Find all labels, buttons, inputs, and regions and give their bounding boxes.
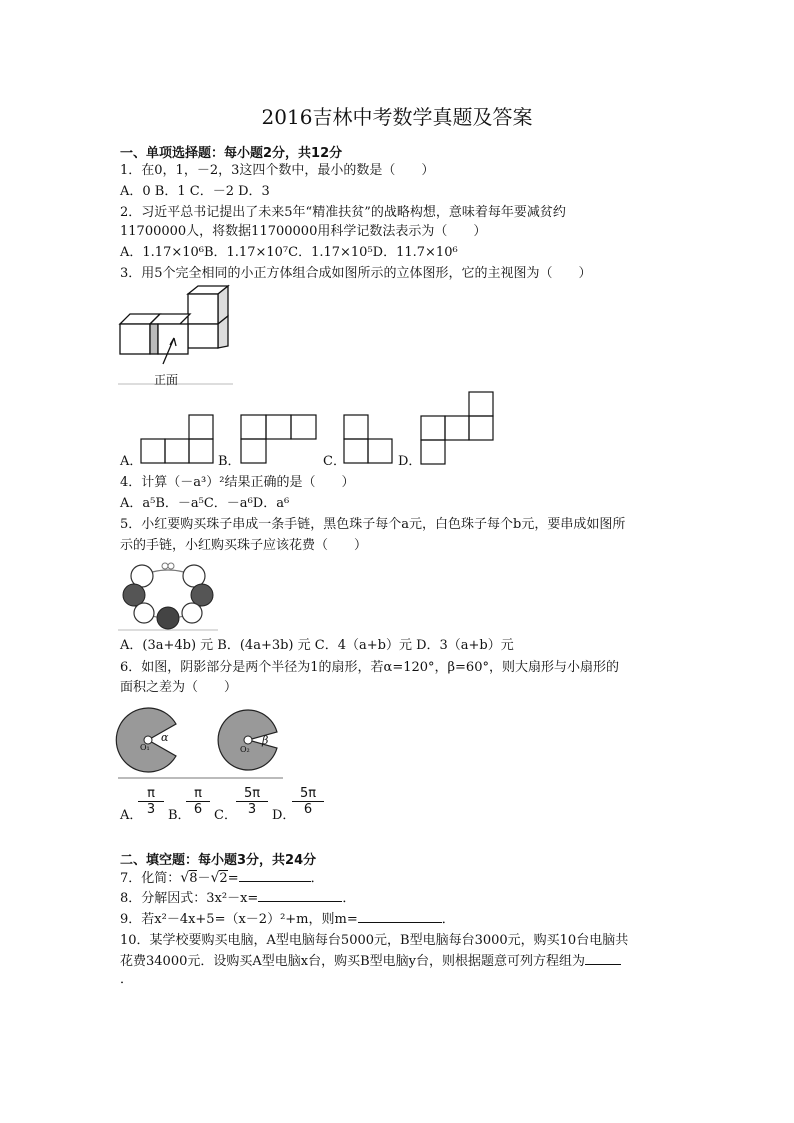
q6-option-b-label: B． [168, 808, 191, 823]
question-2-stem-line1: 2．习近平总书记提出了未来5年“精准扶贫”的战略构想，意味着每年要减贫约 [120, 205, 566, 220]
fraction-numerator: π [186, 786, 210, 802]
question-8 [120, 891, 355, 907]
question-9-text: 9．若x²－4x+5=（x－2）²+m，则m= [120, 912, 358, 927]
minus-sign: － [197, 871, 211, 886]
fraction-denominator: 6 [193, 802, 203, 817]
question-10-end: ． [120, 972, 134, 987]
question-6-stem-line1: 6．如图，阴影部分是两个半径为1的扇形，若α=120°，β=60°，则大扇形与小扇形的 [120, 660, 619, 675]
fraction-denominator: 3 [146, 802, 156, 817]
q3-option-c-figure [343, 413, 395, 465]
question-7 [120, 870, 324, 887]
front-label: 正面 [154, 373, 179, 387]
sqrt-symbol: √ [210, 870, 220, 886]
question-9 [120, 912, 455, 928]
fraction-numerator: π [138, 786, 164, 802]
q3-option-d-figure [420, 390, 495, 466]
question-3-stem: 3．用5个完全相同的小正方体组合成如图所示的立体图形，它的主视图为（ ） [120, 266, 592, 281]
q3-option-a-label: A． [120, 454, 143, 469]
fraction-denominator: 6 [303, 802, 313, 817]
fraction-numerator: 5π [236, 786, 268, 802]
question-4-stem: 4．计算（－a³）²结果正确的是（ ） [120, 475, 355, 490]
section-heading-fill: 二、填空题：每小题3分，共24分 [120, 853, 317, 868]
q6-option-c-fraction [236, 786, 268, 817]
question-6-stem-line2: 面积之差为（ ） [120, 680, 238, 695]
question-2-options: A．1.17×10⁶B．1.17×10⁷C．1.17×10⁵D．11.7×10⁶ [120, 245, 458, 260]
question-2-stem-line2: 11700000人，将数据11700000用科学记数法表示为（ ） [120, 224, 487, 239]
question-8-end: ． [342, 891, 356, 906]
question-7-end: ． [310, 871, 324, 886]
question-10-line1: 10．某学校要购买电脑，A型电脑每台5000元，B型电脑每台3000元，购买10台电脑共 [120, 933, 629, 948]
radicand-2: 2 [219, 871, 228, 886]
question-1-options: A．0 B．1 C．－2 D．3 [120, 184, 270, 199]
o1-label: O₁ [140, 743, 150, 752]
q6-option-a-fraction [138, 786, 164, 817]
question-5-stem-line2: 示的手链，小红购买珠子应该花费（ ） [120, 538, 368, 553]
radicand-1: 8 [189, 871, 198, 886]
bracelet-figure [118, 558, 218, 633]
q6-option-b-fraction [186, 786, 210, 817]
q6-option-a-label: A． [120, 808, 143, 823]
question-10-line2 [120, 954, 621, 970]
answer-blank[interactable] [239, 881, 311, 882]
question-5-stem-line1: 5．小红要购买珠子串成一条手链，黑色珠子每个a元，白色珠子每个b元，要串成如图所 [120, 517, 626, 532]
alpha-label: α [161, 731, 169, 744]
question-8-text: 8．分解因式：3x²－x= [120, 891, 259, 906]
q3-option-d-label: D． [398, 454, 422, 469]
question-1-stem: 1．在0，1，－2，3这四个数中，最小的数是（ ） [120, 163, 435, 178]
q6-option-d-fraction [292, 786, 324, 817]
answer-blank[interactable] [258, 901, 342, 902]
question-4-options: A．a⁵B．－a⁵C．－a⁶D．a⁶ [120, 496, 290, 511]
fraction-numerator: 5π [292, 786, 324, 802]
question-7-prefix: 7．化简： [120, 871, 181, 886]
question-9-end: ． [441, 912, 455, 927]
q6-option-c-label: C． [214, 808, 237, 823]
q3-option-b-figure [240, 413, 318, 465]
equals-sign: = [227, 871, 239, 886]
q6-option-d-label: D． [272, 808, 296, 823]
answer-blank[interactable] [585, 964, 621, 965]
page-title: 2016吉林中考数学真题及答案 [261, 105, 533, 129]
sqrt-symbol: √ [180, 870, 190, 886]
question-5-options: A．(3a+4b) 元 B．(4a+3b) 元 C．4（a+b）元 D．3（a+b）元 [120, 638, 514, 653]
answer-blank[interactable] [358, 922, 442, 923]
question-10-text: 花费34000元．设购买A型电脑x台，购买B型电脑y台，则根据题意可列方程组为 [120, 954, 585, 969]
o2-label: O₂ [240, 745, 250, 754]
section-heading-choice: 一、单项选择题：每小题2分，共12分 [120, 146, 343, 161]
q3-option-c-label: C． [323, 454, 346, 469]
q3-option-a-figure [140, 413, 215, 465]
fraction-denominator: 3 [247, 802, 257, 817]
q3-option-b-label: B． [218, 454, 241, 469]
beta-label: β [262, 734, 269, 747]
